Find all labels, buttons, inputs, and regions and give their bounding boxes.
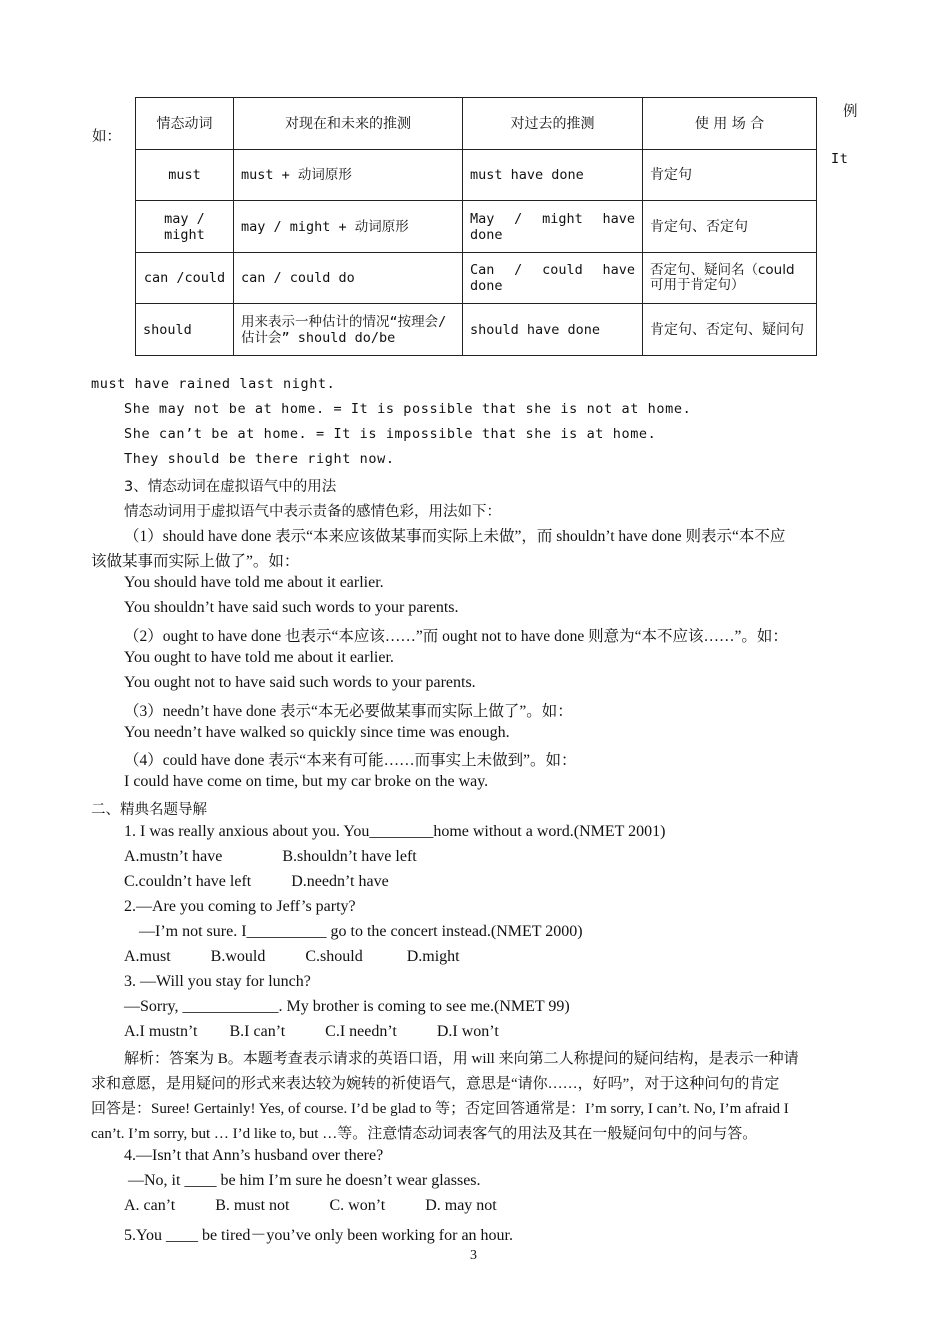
analysis-line: 解析：答案为 B。本题考查表示请求的英语口语，用 will 来向第二人称提问的疑问结构，是表示一种请 — [124, 1051, 799, 1067]
example-sentence: You ought to have told me about it earlier. — [124, 649, 394, 666]
paragraph-line: （1）should have done 表示“本来应该做某事而实际上未做”，而 shouldn’t have done 则表示“本不应 — [124, 528, 786, 545]
table-cell: must — [136, 150, 234, 201]
table-cell: must have done — [463, 150, 643, 201]
example-sentence: You should have told me about it earlier. — [124, 574, 384, 591]
example-sentence: You ought not to have said such words to your parents. — [124, 674, 476, 691]
analysis-line: 回答是：Suree! Gertainly! Yes, of course. I’d be glad to 等；否定回答通常是：I’m sorry, I can’t. No, I’m afraid I — [91, 1101, 789, 1117]
table-cell: 肯定句、否定句、疑问句 — [643, 304, 817, 356]
table-cell: 用来表示一种估计的情况“按理会/估计会” should do/be — [234, 304, 463, 356]
table-cell: 否定句、疑问名（could 可用于肯定句） — [643, 253, 817, 304]
answer-options: A. can’t B. must not C. won’t D. may not — [124, 1197, 497, 1214]
question-line: 4.—Isn’t that Ann’s husband over there? — [124, 1147, 384, 1164]
paragraph-line: 情态动词用于虚拟语气中表示责备的感情色彩，用法如下： — [124, 504, 501, 520]
table-header-cell: 使 用 场 合 — [643, 98, 817, 150]
question-line: 5.You ____ be tired－you’ve only been working for an hour. — [124, 1227, 513, 1244]
table-header-cell: 情态动词 — [136, 98, 234, 150]
table-cell: can / could do — [234, 253, 463, 304]
paragraph-line: （3）needn’t have done 表示“本无必要做某事而实际上做了”。如： — [124, 703, 573, 720]
table-cell: may / might + 动词原形 — [234, 201, 463, 253]
table-header-cell: 对过去的推测 — [463, 98, 643, 150]
table-header-cell: 对现在和未来的推测 — [234, 98, 463, 150]
question-line: —I’m not sure. I__________ go to the concert instead.(NMET 2000) — [139, 923, 583, 940]
table-cell: 肯定句 — [643, 150, 817, 201]
side-label-right-top: 例 — [843, 104, 858, 120]
answer-options: A.must B.would C.should D.might — [124, 948, 460, 965]
question-line: 2.—Are you coming to Jeff’s party? — [124, 898, 356, 915]
table-cell: should — [136, 304, 234, 356]
section-heading: 二、精典名题导解 — [91, 802, 207, 818]
example-sentence: She can’t be at home. = It is impossible that she is at home. — [124, 426, 657, 442]
example-sentence: must have rained last night. — [91, 376, 336, 392]
paragraph-line: 该做某事而实际上做了”。如： — [91, 553, 300, 570]
answer-options: A.I mustn’t B.I can’t C.I needn’t D.I won’t — [124, 1023, 499, 1040]
section-heading: 3、情态动词在虚拟语气中的用法 — [124, 479, 337, 495]
question-line: 1. I was really anxious about you. You________home without a word.(NMET 2001) — [124, 823, 666, 840]
table-cell: can /could — [136, 253, 234, 304]
table-cell: May / might have done — [463, 201, 643, 253]
paragraph-line: （2）ought to have done 也表示“本应该……”而 ought not to have done 则意为“本不应该……”。如： — [124, 628, 788, 645]
side-label-right-mid: It — [831, 151, 849, 167]
paragraph-line: （4）could have done 表示“本来有可能……而事实上未做到”。如： — [124, 752, 577, 769]
table-cell: 肯定句、否定句 — [643, 201, 817, 253]
question-line: 3. —Will you stay for lunch? — [124, 973, 311, 990]
example-sentence: I could have come on time, but my car broke on the way. — [124, 773, 489, 790]
analysis-line: can’t. I’m sorry, but … I’d like to, but …等。注意情态动词表客气的用法及其在一般疑问句中的问与答。 — [91, 1126, 758, 1142]
table-cell: must + 动词原形 — [234, 150, 463, 201]
example-sentence: They should be there right now. — [124, 451, 395, 467]
table-cell: should have done — [463, 304, 643, 356]
table-cell: Can / could have done — [463, 253, 643, 304]
answer-options: A.mustn’t have B.shouldn’t have left — [124, 848, 417, 865]
answer-options: C.couldn’t have left D.needn’t have — [124, 873, 389, 890]
example-sentence: You needn’t have walked so quickly since time was enough. — [124, 724, 510, 741]
example-sentence: She may not be at home. = It is possible that she is not at home. — [124, 401, 692, 417]
question-line: —No, it ____ be him I’m sure he doesn’t wear glasses. — [128, 1172, 481, 1189]
analysis-line: 求和意愿，是用疑问的形式来表达较为婉转的祈使语气，意思是“请你……，好吗”，对于这种问句的肯定 — [91, 1076, 780, 1092]
example-sentence: You shouldn’t have said such words to your parents. — [124, 599, 459, 616]
side-label-left: 如： — [92, 129, 121, 145]
page-number: 3 — [470, 1248, 477, 1263]
table-cell: may / might — [136, 201, 234, 253]
question-line: —Sorry, ____________. My brother is coming to see me.(NMET 99) — [124, 998, 570, 1015]
